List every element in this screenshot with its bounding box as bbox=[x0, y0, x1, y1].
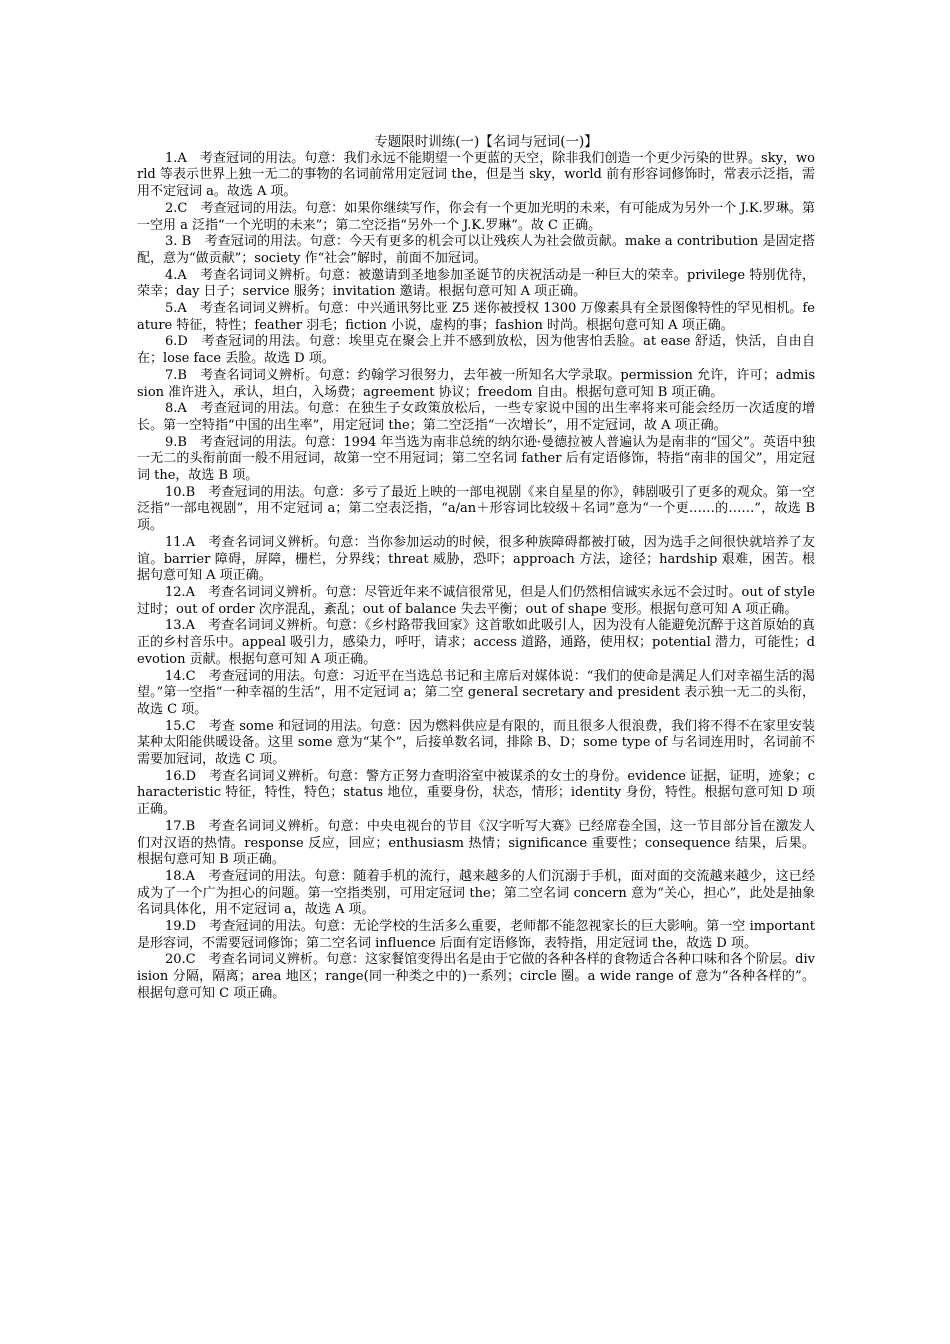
answer-item-14: 14.C 考查冠词的用法。句意：习近平在当选总书记和主席后对媒体说：“我们的使命是满足人们对幸福生活的渴望。”第一空指“一种幸福的生活”，用不定冠词 a；第二空 general secretary and president 表示独一无二的头衔，故选 C 项。 bbox=[137, 668, 815, 717]
answer-item-17: 17.B 考查名词词义辨析。句意：中央电视台的节目《汉字听写大赛》已经席卷全国，这一节目部分旨在激发人们对汉语的热情。response 反应，回应；enthusiasm 热情；significance 重要性；consequence 结果，后果。根据句意可知 B 项正确。 bbox=[137, 818, 815, 868]
answer-item-18: 18.A 考查冠词的用法。句意：随着手机的流行，越来越多的人们沉溺于手机，面对面的交流越来越少，这已经成为了一个广为担心的问题。第一空指类别，可用定冠词 the；第二空名词 concern 意为“关心，担心”，此处是抽象名词具体化，用不定冠词 a，故选 A 项。 bbox=[137, 868, 815, 918]
answer-item-6: 6.D 考查冠词的用法。句意：埃里克在聚会上并不感到放松，因为他害怕丢脸。at ease 舒适，快活，自由自在；lose face 丢脸。故选 D 项。 bbox=[137, 334, 815, 367]
answer-item-13: 13.A 考查名词词义辨析。句意：《乡村路带我回家》这首歌如此吸引人，因为没有人能避免沉醉于这首原始的真正的乡村音乐中。appeal 吸引力，感染力，呼吁，请求；access 道路，通路，使用权；potential 潜力，可能性；devotion 贡献。根据句意可知 A 项正确。 bbox=[137, 618, 815, 667]
answer-item-11: 11.A 考查名词词义辨析。句意：当你参加运动的时候，很多种族障碍都被打破，因为选手之间很快就培养了友谊。barrier 障碍，屏障，栅栏，分界线；threat 威胁，恐吓；approach 方法，途径；hardship 艰难，困苦。根据句意可知 A 项正确。 bbox=[137, 534, 815, 584]
answer-item-9: 9.B 考查冠词的用法。句意：1994 年当选为南非总统的纳尔逊·曼德拉被人普遍认为是南非的“国父”。英语中独一无二的头衔前面一般不用冠词，故第一空不用冠词；第二空名词 father 后有定语修饰，特指“南非的国父”，用定冠词 the，故选 B 项。 bbox=[137, 434, 815, 484]
answer-item-5: 5.A 考查名词词义辨析。句意：中兴通讯努比亚 Z5 迷你被授权 1300 万像素具有全景图像特性的罕见相机。feature 特征，特性；feather 羽毛；fiction 小说，虚构的事；fashion 时尚。根据句意可知 A 项正确。 bbox=[137, 301, 815, 333]
answer-item-20: 20.C 考查名词词义辨析。句意：这家餐馆变得出名是由于它做的各种各样的食物适合各种口味和各个阶层。division 分隔，隔离；area 地区；range(同一种类之中的)一系列；circle 圈。a wide range of 意为“各种各样的”。根据句意可知 C 项正确。 bbox=[137, 952, 815, 1001]
answer-item-19: 19.D 考查冠词的用法。句意：无论学校的生活多么重要，老师都不能忽视家长的巨大影响。第一空 important 是形容词，不需要冠词修饰；第二空名词 influence 后面有定语修饰，表特指，用定冠词 the，故选 D 项。 bbox=[137, 919, 815, 951]
document-page bbox=[137, 134, 815, 1003]
answer-item-10: 10.B 考查冠词的用法。句意：多亏了最近上映的一部电视剧《来自星星的你》，韩剧吸引了更多的观众。第一空泛指“一部电视剧”，用不定冠词 a；第二空表泛指，“a/an＋形容词比较级＋名词”意为“一个更……的……”，故选 B 项。 bbox=[137, 484, 815, 534]
answer-item-1: 1.A 考查冠词的用法。句意：我们永远不能期望一个更蓝的天空，除非我们创造一个更少污染的世界。sky，world 等表示世界上独一无二的事物的名词前常用定冠词 the，但是当 sky，world 前有形容词修饰时，常表示泛指，需用不定冠词 a。故选 A 项。 bbox=[137, 150, 815, 200]
answer-item-2: 2.C 考查冠词的用法。句意：如果你继续写作，你会有一个更加光明的未来，有可能成为另外一个 J.K.罗琳。第一空用 a 泛指“一个光明的未来”；第二空泛指“另外一个 J.K.罗琳”。故 C 正确。 bbox=[137, 200, 815, 233]
answer-item-12: 12.A 考查名词词义辨析。句意：尽管近年来不诚信很常见，但是人们仍然相信诚实永远不会过时。out of style 过时；out of order 次序混乱，紊乱；out of balance 失去平衡；out of shape 变形。根据句意可知 A 项正确。 bbox=[137, 584, 815, 617]
answer-item-4: 4.A 考查名词词义辨析。句意：被邀请到圣地参加圣诞节的庆祝活动是一种巨大的荣幸。privilege 特别优待，荣幸；day 日子；service 服务；invitation 邀请。根据句意可知 A 项正确。 bbox=[137, 267, 815, 300]
answer-item-15: 15.C 考查 some 和冠词的用法。句意：因为燃料供应是有限的，而且很多人很浪费，我们将不得不在家里安装某种太阳能供暖设备。这里 some 意为“某个”，后接单数名词，排除 B、D；some type of 与名词连用时，名词前不需要加冠词，故选 C 项。 bbox=[137, 718, 815, 768]
answer-item-7: 7.B 考查名词词义辨析。句意：约翰学习很努力，去年被一所知名大学录取。permission 允许，许可；admission 准许进入，承认，坦白，入场费；agreement 协议；freedom 自由。根据句意可知 B 项正确。 bbox=[137, 367, 815, 400]
answer-item-3: 3. B 考查冠词的用法。句意：今天有更多的机会可以让残疾人为社会做贡献。make a contribution 是固定搭配，意为“做贡献”；society 作“社会”解时，前面不加冠词。 bbox=[137, 234, 815, 266]
document-title: 专题限时训练(一)【名词与冠词(一)】 bbox=[374, 134, 598, 150]
answer-item-8: 8.A 考查冠词的用法。句意：在独生子女政策放松后，一些专家说中国的出生率将来可能会经历一次适度的增长。第一空特指“中国的出生率”，用定冠词 the；第二空泛指“一次增长”，用不定冠词，故 A 项正确。 bbox=[137, 401, 815, 433]
answer-item-16: 16.D 考查名词词义辨析。句意：警方正努力查明浴室中被谋杀的女士的身份。evidence 证据，证明，迹象；characteristic 特征，特性，特色；status 地位，重要身份，状态，情形；identity 身份，特性。根据句意可知 D 项正确。 bbox=[137, 768, 815, 818]
